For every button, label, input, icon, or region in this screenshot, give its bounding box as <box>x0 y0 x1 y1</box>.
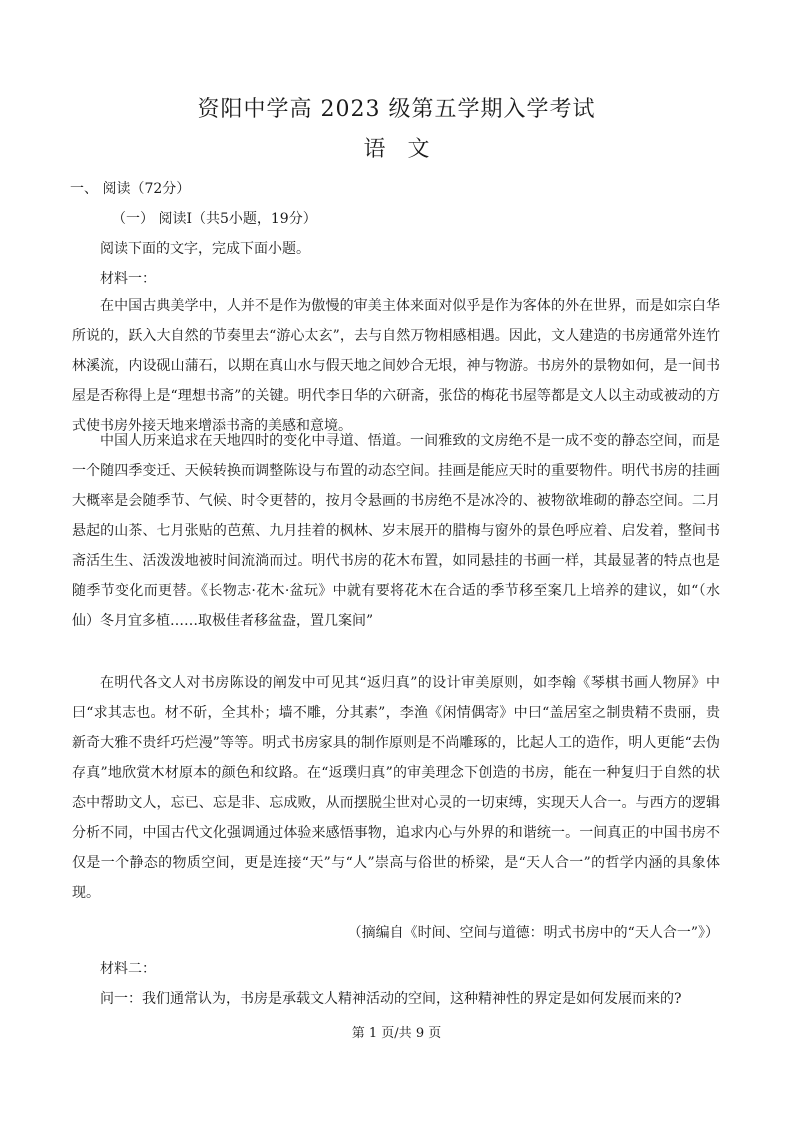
paragraph-1: 在中国古典美学中，人并不是作为傲慢的审美主体来面对似乎是作为客体的外在世界，而是如宗白华所说的，跃入大自然的节奏里去“游心太玄”，去与自然万物相感相遇。因此，文人建造的书房通常外连竹林溪流，内设砚山蒲石，以期在真山水与假天地之间妙合无垠，神与物游。书房外的景物如何，是一间书屋是否称得上是“理想书斋”的关键。明代李日华的六研斋，张岱的梅花书屋等都是文人以主动或被动的方式使书房外接天地来增添书斋的美感和意境。 <box>72 298 720 434</box>
paragraph-2: 中国人历来追求在天地四时的变化中寻道、悟道。一间雅致的文房绝不是一成不变的静态空间，而是一个随四季变迁、天候转换而调整陈设与布置的动态空间。挂画是能应天时的重要物件。明代书房的挂画大概率是会随季节、气候、时令更替的，按月令悬画的书房绝不是冰冷的、被物欲堆砌的静态空间。二月悬起的山茶、七月张贴的芭蕉、九月挂着的枫林、岁末展开的腊梅与窗外的景色呼应着、启发着，整间书斋活生生、活泼泼地被时间流淌而过。明代书房的花木布置，如同悬挂的书画一样，其最显著的特点也是随季节变化而更替。《长物志·花木·盆玩》中就有要将花木在合适的季节移至案几上培养的建议，如“（水仙）冬月宜多植……取极佳者移盆盎，置几案间” <box>72 433 720 629</box>
subject-title: 语文 <box>363 137 452 162</box>
material-2-label: 材料二： <box>100 961 156 977</box>
section-heading: 一、 阅读（72分） <box>70 181 191 197</box>
page-footer: 第 1 页/共 9 页 <box>351 1026 442 1041</box>
section-subheading: （一） 阅读Ⅰ（共5小题，19分） <box>112 211 317 227</box>
source-citation: （摘编自《时间、空间与道德：明式书房中的“天人合一”》） <box>347 925 719 941</box>
paragraph-3: 在明代各文人对书房陈设的阐发中可见其“返归真”的设计审美原则，如李翰《琴棋书画人物屏》中曰“求其志也。材不斫，全其朴；墙不雕，分其素”，李渔《闲情偶寄》中曰“盖居室之制贵精不贵丽，贵新奇大雅不贵纤巧烂漫”等等。明式书房家具的制作原则是不尚雕琢的，比起人工的造作，明人更能“去伪存真”地欣赏木材原本的颜色和纹路。在“返璞归真”的审美理念下创造的书房，能在一种复归于自然的状态中帮助文人，忘已、忘是非、忘成败，从而摆脱尘世对心灵的一切束缚，实现天人合一。与西方的逻辑分析不同，中国古代文化强调通过体验来感悟事物，追求内心与外界的和谐统一。一间真正的中国书房不仅是一个静态的物质空间，更是连接“天”与“人”崇高与俗世的桥梁，是“天人合一”的哲学内涵的具象体现。 <box>72 675 720 901</box>
instruction-text: 阅读下面的文字，完成下面小题。 <box>100 241 310 257</box>
exam-title: 资阳中学高 2023 级第五学期入学考试 <box>197 97 596 122</box>
material-1-label: 材料一： <box>100 271 156 287</box>
question-1: 问一：我们通常认为，书房是承载文人精神活动的空间，这种精神性的界定是如何发展而来的? <box>100 991 682 1007</box>
